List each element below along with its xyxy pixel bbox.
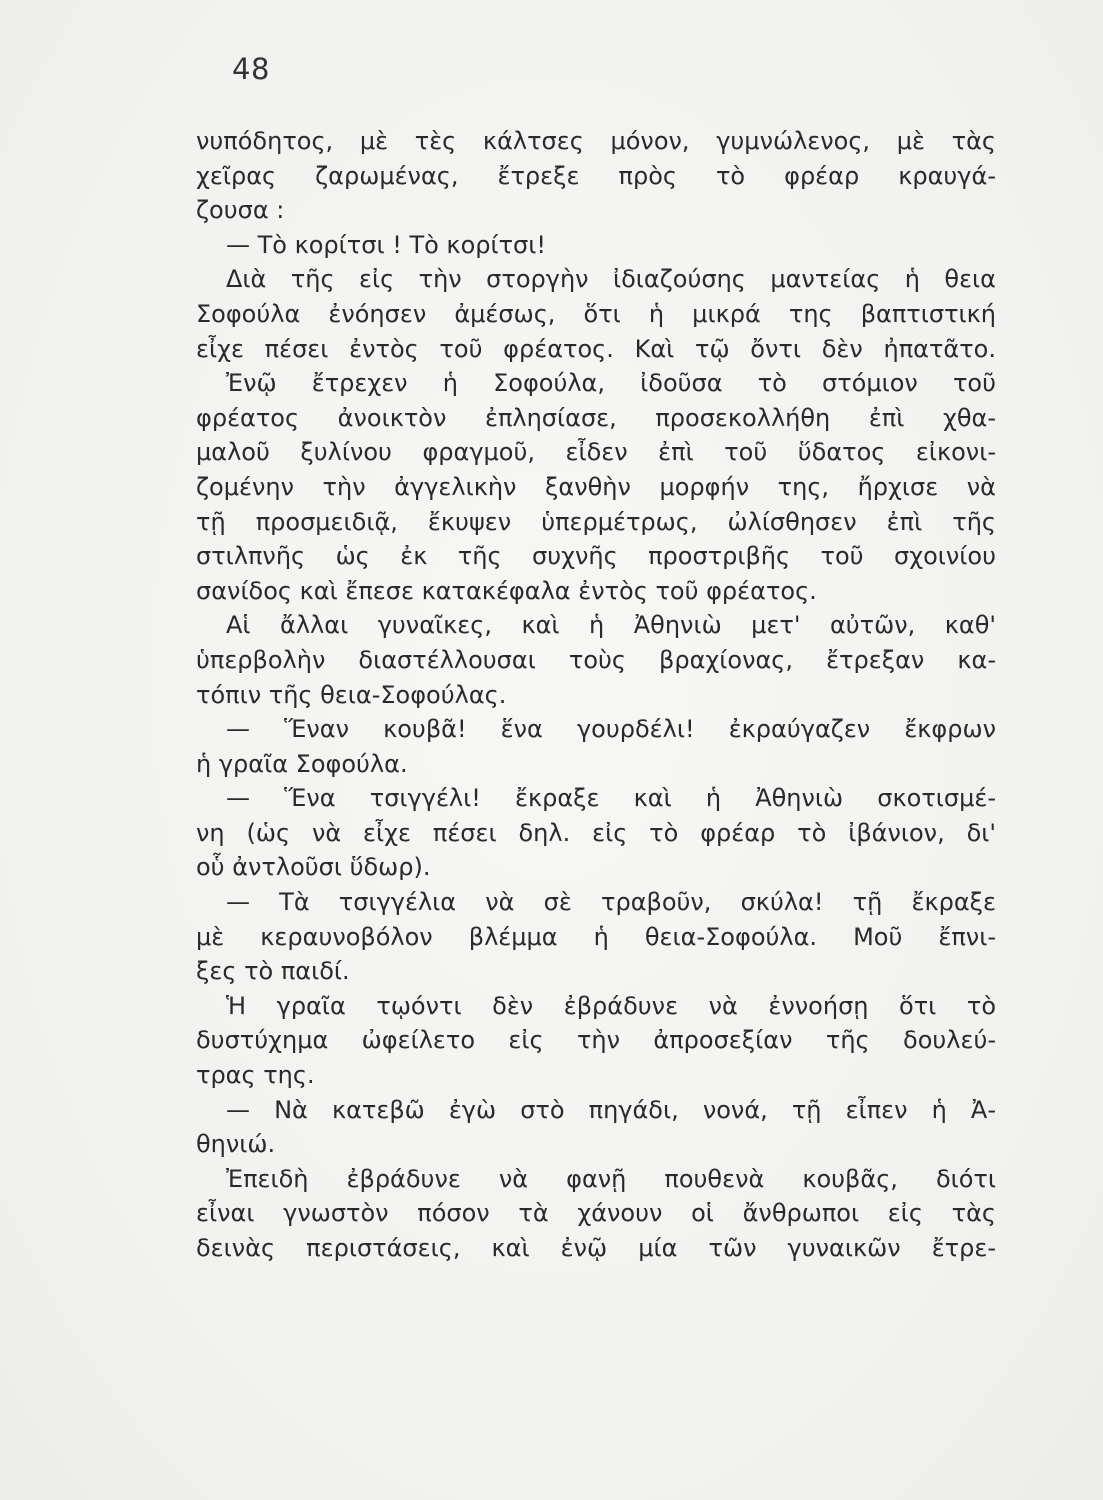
text-line: ξες τὸ παιδί. [196, 957, 350, 986]
text-line: Σοφούλα ἐνόησεν ἀμέσως, ὅτι ἡ μικρά της βαπτιστική [196, 299, 996, 328]
text-line: Διὰ τῆς εἰς τὴν στοργὴν ἰδιαζούσης μαντείας ἡ θεια [226, 265, 996, 294]
text-line: — Ἕναν κουβᾶ! ἕνα γουρδέλι! ἐκραύγαζεν ἔκφρων [226, 715, 996, 744]
body-text [196, 124, 996, 1266]
text-line: Αἱ ἄλλαι γυναῖκες, καὶ ἡ Ἀθηνιὼ μετ' αὐτῶν, καθ' [226, 611, 996, 640]
text-line: Ἐνῷ ἔτρεχεν ἡ Σοφούλα, ἰδοῦσα τὸ στόμιον τοῦ [226, 369, 996, 398]
text-line: μαλοῦ ξυλίνου φραγμοῦ, εἶδεν ἐπὶ τοῦ ὕδατος εἰκονι- [196, 438, 996, 467]
text-line: εἶναι γνωστὸν πόσον τὰ χάνουν οἱ ἄνθρωποι εἰς τὰς [196, 1199, 996, 1228]
text-line: στιλπνῆς ὡς ἐκ τῆς συχνῆς προστριβῆς τοῦ σχοινίου [196, 542, 996, 571]
text-line: τόπιν τῆς θεια-Σοφούλας. [196, 680, 507, 709]
text-line: νη (ὡς νὰ εἶχε πέσει δηλ. εἰς τὸ φρέαρ τὸ ἰβάνιον, δι' [196, 818, 996, 847]
text-line: μὲ κεραυνοβόλον βλέμμα ἡ θεια-Σοφούλα. Μοῦ ἔπνι- [196, 922, 996, 951]
text-line: — Τὸ κορίτσι ! Τὸ κορίτσι! [226, 230, 547, 259]
text-line: — Νὰ κατεβῶ ἐγὼ στὸ πηγάδι, νονά, τῇ εἶπεν ἡ Ἀ- [226, 1095, 996, 1124]
text-line: ζομένην τὴν ἀγγελικὴν ξανθὴν μορφήν της, ἤρχισε νὰ [196, 472, 996, 501]
page-number: 48 [232, 52, 270, 86]
text-line: σανίδος καὶ ἔπεσε κατακέφαλα ἐντὸς τοῦ φρέατος. [196, 576, 817, 605]
text-line: τρας της. [196, 1061, 315, 1090]
text-line: εἶχε πέσει ἐντὸς τοῦ φρέατος. Καὶ τῷ ὄντι δὲν ἠπατᾶτο. [196, 334, 996, 363]
text-line: — Τὰ τσιγγέλια νὰ σὲ τραβοῦν, σκύλα! τῇ ἔκραξε [226, 888, 996, 917]
text-line: δεινὰς περιστάσεις, καὶ ἐνῷ μία τῶν γυναικῶν ἔτρε- [196, 1234, 996, 1262]
text-line: δυστύχημα ὠφείλετο εἰς τὴν ἀπροσεξίαν τῆς δουλεύ- [196, 1026, 996, 1055]
text-line: θηνιώ. [196, 1130, 276, 1159]
text-line: Ἐπειδὴ ἐβράδυνε νὰ φανῇ πουθενὰ κουβᾶς, διότι [226, 1164, 996, 1193]
text-line: χεῖρας ζαρωμένας, ἔτρεξε πρὸς τὸ φρέαρ κραυγά- [196, 161, 996, 190]
text-line: ὑπερβολὴν διαστέλλουσαι τοὺς βραχίονας, ἔτρεξαν κα- [196, 645, 996, 674]
text-line: — Ἕνα τσιγγέλι! ἔκραξε καὶ ἡ Ἀθηνιὼ σκοτισμέ- [226, 784, 996, 813]
text-line: ζουσα : [196, 196, 285, 225]
text-line: Ἡ γραῖα τῳόντι δὲν ἐβράδυνε νὰ ἐννοήσῃ ὅτι τὸ [226, 991, 996, 1020]
text-line: φρέατος ἀνοικτὸν ἐπλησίασε, προσεκολλήθη ἐπὶ χθα- [196, 403, 996, 432]
text-line: οὗ ἀντλοῦσι ὕδωρ). [196, 853, 431, 882]
text-line: ἡ γραῖα Σοφούλα. [196, 749, 408, 778]
text-line: τῇ προσμειδιᾷ, ἔκυψεν ὑπερμέτρως, ὠλίσθησεν ἐπὶ τῆς [196, 507, 996, 536]
text-line: νυπόδητος, μὲ τὲς κάλτσες μόνον, γυμνώλενος, μὲ τὰς [196, 127, 996, 155]
